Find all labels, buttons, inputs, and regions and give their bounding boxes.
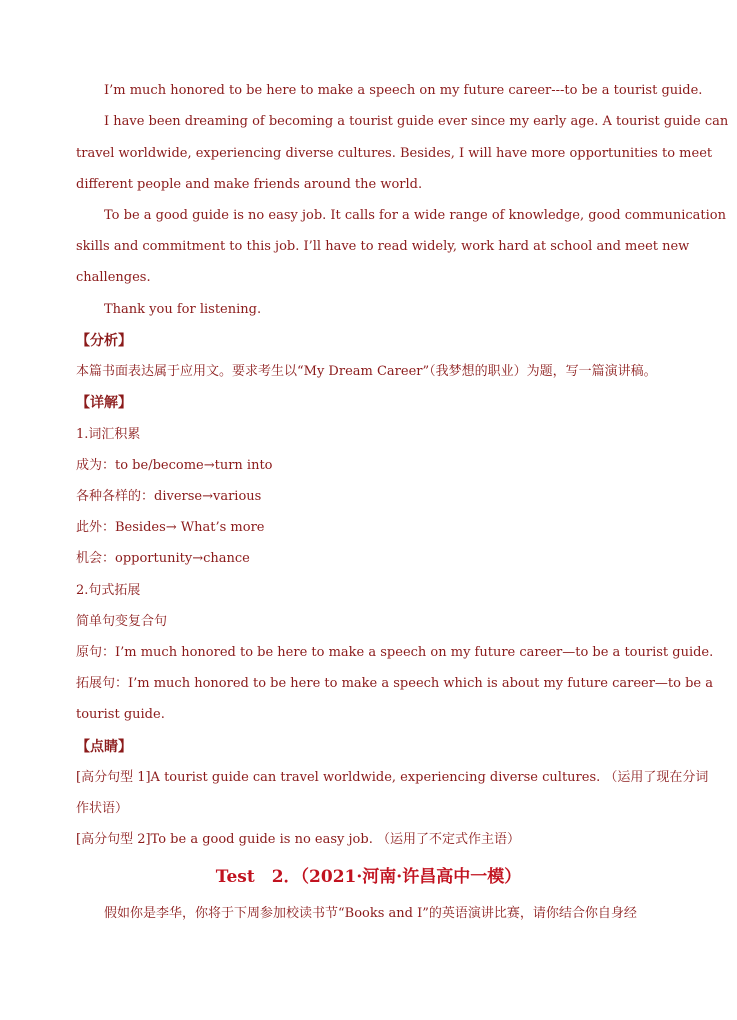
- highlight-heading: 【点睛】: [76, 739, 132, 755]
- essay-paragraph-2-line-1: I have been dreaming of becoming a tourist guide ever since my early age. A tourist guide can: [104, 114, 729, 129]
- expanded-sentence-line-1: 拓展句：I’m much honored to be here to make a speech which is about my future career—to be a: [76, 676, 714, 691]
- vocab-item: 此外：Besides→ What’s more: [76, 520, 265, 535]
- essay-paragraph-4: Thank you for listening.: [104, 302, 262, 317]
- expanded-sentence-line-2: tourist guide.: [76, 707, 165, 722]
- highlight-item-1-line-2: 作状语）: [76, 801, 129, 816]
- sentence-title: 2.句式拓展: [76, 583, 141, 598]
- essay-paragraph-2-line-2: travel worldwide, experiencing diverse cultures. Besides, I will have more opportunities to meet: [76, 146, 713, 161]
- vocab-item: 机会：opportunity→chance: [76, 551, 250, 566]
- detail-heading: 【详解】: [76, 395, 132, 411]
- vocab-item: 各种各样的：diverse→various: [76, 489, 262, 504]
- essay-paragraph-2-line-3: different people and make friends around the world.: [76, 177, 423, 192]
- highlight-item-2: [高分句型 2]To be a good guide is no easy job. （运用了不定式作主语）: [76, 832, 520, 847]
- essay-paragraph-3-line-3: challenges.: [76, 270, 151, 285]
- analysis-heading: 【分析】: [76, 333, 132, 349]
- highlight-item-1-line-1: [高分句型 1]A tourist guide can travel worldwide, experiencing diverse cultures. （运用了现在分词: [76, 770, 709, 785]
- vocab-item: 成为：to be/become→turn into: [76, 458, 273, 473]
- original-sentence: 原句：I’m much honored to be here to make a speech on my future career—to be a tourist guide.: [76, 645, 714, 660]
- vocab-title: 1.词汇积累: [76, 427, 141, 442]
- test-intro: 假如你是李华，你将于下周参加校读书节“Books and I”的英语演讲比赛，请你结合你自身经: [104, 906, 637, 921]
- essay-paragraph-1: I’m much honored to be here to make a speech on my future career---to be a tourist guide.: [104, 83, 703, 98]
- essay-paragraph-3-line-2: skills and commitment to this job. I’ll have to read widely, work hard at school and meet new: [76, 239, 690, 254]
- test-title: Test 2．（2021·河南·许昌高中一模）: [215, 867, 522, 887]
- essay-paragraph-3-line-1: To be a good guide is no easy job. It calls for a wide range of knowledge, good communication: [104, 208, 726, 223]
- analysis-text: 本篇书面表达属于应用文。要求考生以“My Dream Career”（我梦想的职业）为题，写一篇演讲稿。: [76, 364, 657, 379]
- sentence-subtitle: 简单句变复合句: [76, 614, 168, 629]
